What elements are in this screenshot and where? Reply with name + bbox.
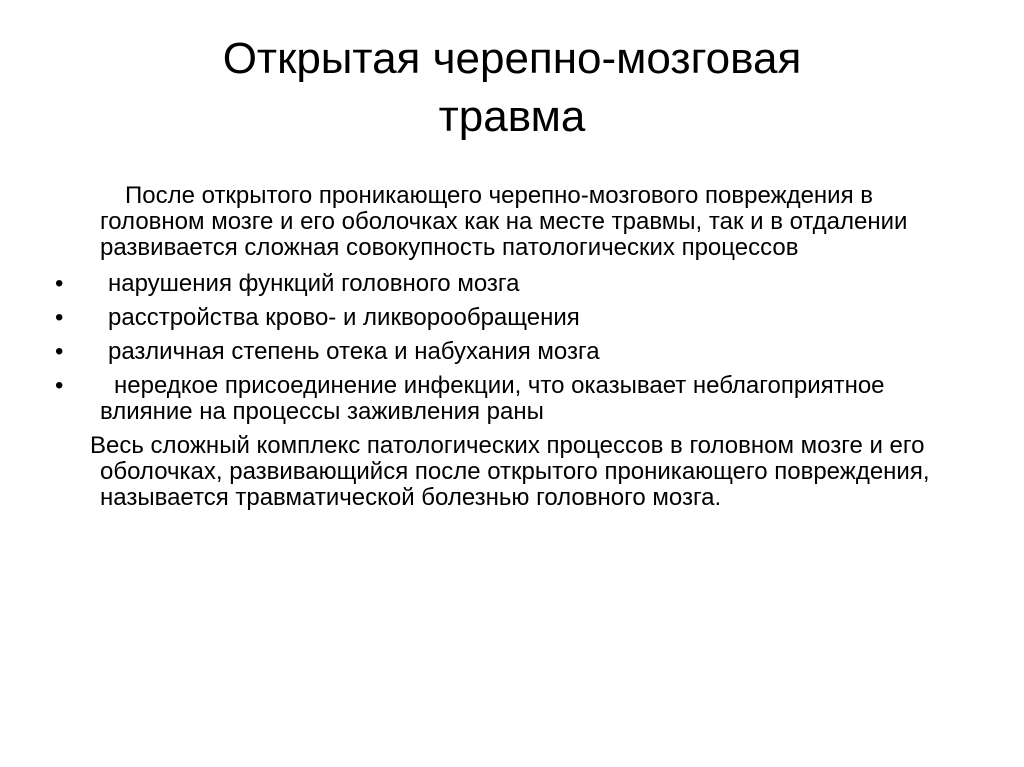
bullet-icon: • <box>55 372 64 399</box>
slide-title <box>0 30 1024 146</box>
bullet-icon: • <box>55 270 64 297</box>
bullet-text: нарушения функций головного мозга <box>108 270 520 297</box>
bullet-item <box>55 305 955 331</box>
conclusion-paragraph: Весь сложный комплекс патологических процессов в головном мозге и его оболочках, развивающийся после открытого проникающего повреждения, называется травматической болезнью головного мозга. <box>90 432 930 511</box>
intro-paragraph: После открытого проникающего черепно-мозгового повреждения в головном мозге и его оболочках как на месте травмы, так и в отдалении развивается сложная совокупность патологических процессов <box>100 182 908 261</box>
slide-title-line-2: травма <box>438 92 586 141</box>
bullet-item <box>55 271 955 297</box>
bullet-text: различная степень отека и набухания мозга <box>108 338 600 365</box>
bullet-icon: • <box>55 304 64 331</box>
bullet-item <box>55 373 955 425</box>
slide-title-line-1: Открытая черепно-мозговая <box>222 34 802 83</box>
bullet-list <box>55 271 955 425</box>
bullet-icon: • <box>55 338 64 365</box>
bullet-text: расстройства крово- и ликворообращения <box>108 304 580 331</box>
bullet-text: нередкое присоединение инфекции, что оказывает неблагоприятное влияние на процессы заживления раны <box>100 372 885 425</box>
bullet-item <box>55 339 955 365</box>
slide-body <box>55 183 955 511</box>
